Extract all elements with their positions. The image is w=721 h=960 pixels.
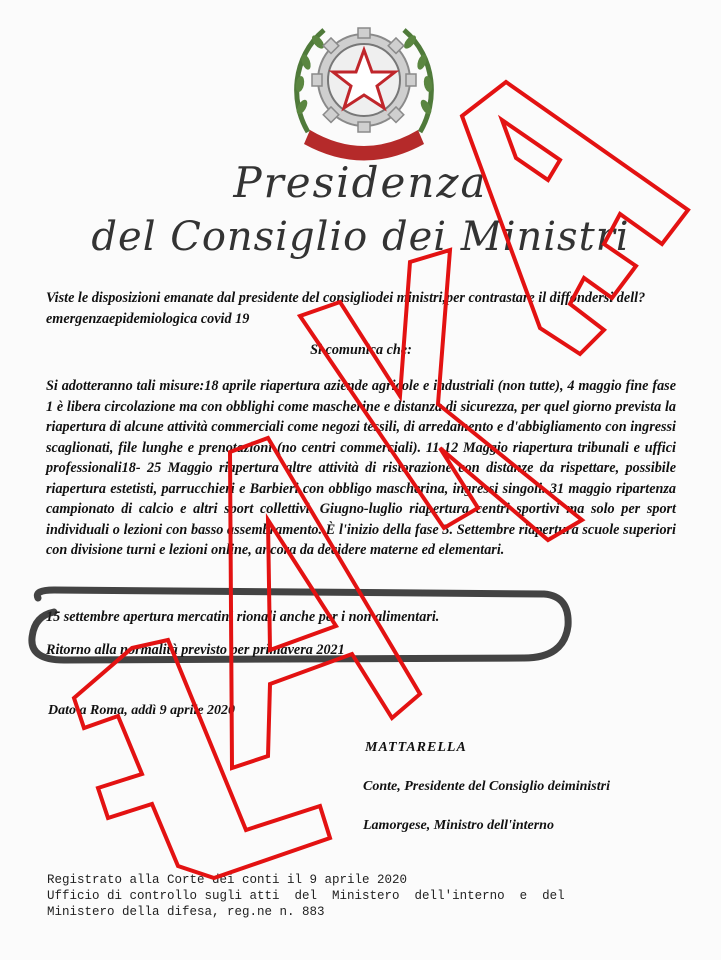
measures-paragraph: Si adotteranno tali misure:18 aprile riapertura aziende agricole e industriali (non tutte), 4 maggio fine fase 1 è libera circolazione ma con obblighi come mascherine e distanza di sicurezza, per quel giorno prevista la riapertura di alcune attività commerciali come negozi tessili, di arredamento e d'abbigliamento con ingressi scaglionati, file lunghe e prenotazioni (no centri commerciali). 11-12 Maggio riapertura tribunali e uffici professionali18- 25 Maggio riapertura altre attività di ristorazione con distanze da rispettare, possibile riapertura estetisti, parrucchieri e Barbieri con obbligo mascherina, ingressi singoli. 31 maggio ripartenza campionato di calcio e altri sport collettivi. Giugno-luglio riapertura centri sportivi ma solo per sport individuali o lezioni con basso assembramento. È l'inizio della fase 3. Settembre riapertura scuole superiori con divisione turni e lezioni online, ancora da decidere materne ed elementari.	[46, 378, 676, 558]
stamp-letter-e	[462, 82, 688, 354]
signature-president: MATTARELLA	[365, 740, 467, 755]
date-line: Dato a Roma, addì 9 aprile 2020	[48, 703, 236, 718]
intro-paragraph: Viste le disposizioni emanate dal presidente del consigliodei ministri,per contrastare il diffondersi dell?emergenzaepidemiologica covid 19	[46, 290, 646, 327]
announcement-line: Si comunica che:	[310, 342, 412, 358]
market-line: 15 settembre apertura mercatini rionali anche per i non alimentari.	[46, 609, 440, 625]
stamp-letter-k	[300, 250, 582, 540]
signature-interior-minister: Lamorgese, Ministro dell'interno	[363, 818, 554, 833]
registration-note: Registrato alla Corte dei conti il 9 aprile 2020 Ufficio di controllo sugli atti del Ministero dell'interno e del Ministero della difesa, reg.ne n. 883	[47, 873, 565, 919]
stamp-letter-a	[230, 438, 420, 768]
heading-presidenza: Presidenza	[233, 158, 488, 207]
signature-prime-minister: Conte, Presidente del Consiglio deiministri	[363, 779, 610, 794]
heading-consiglio: del Consiglio dei Ministri	[91, 214, 630, 260]
normality-line: Ritorno alla normalità previsto per primavera 2021	[46, 642, 345, 658]
